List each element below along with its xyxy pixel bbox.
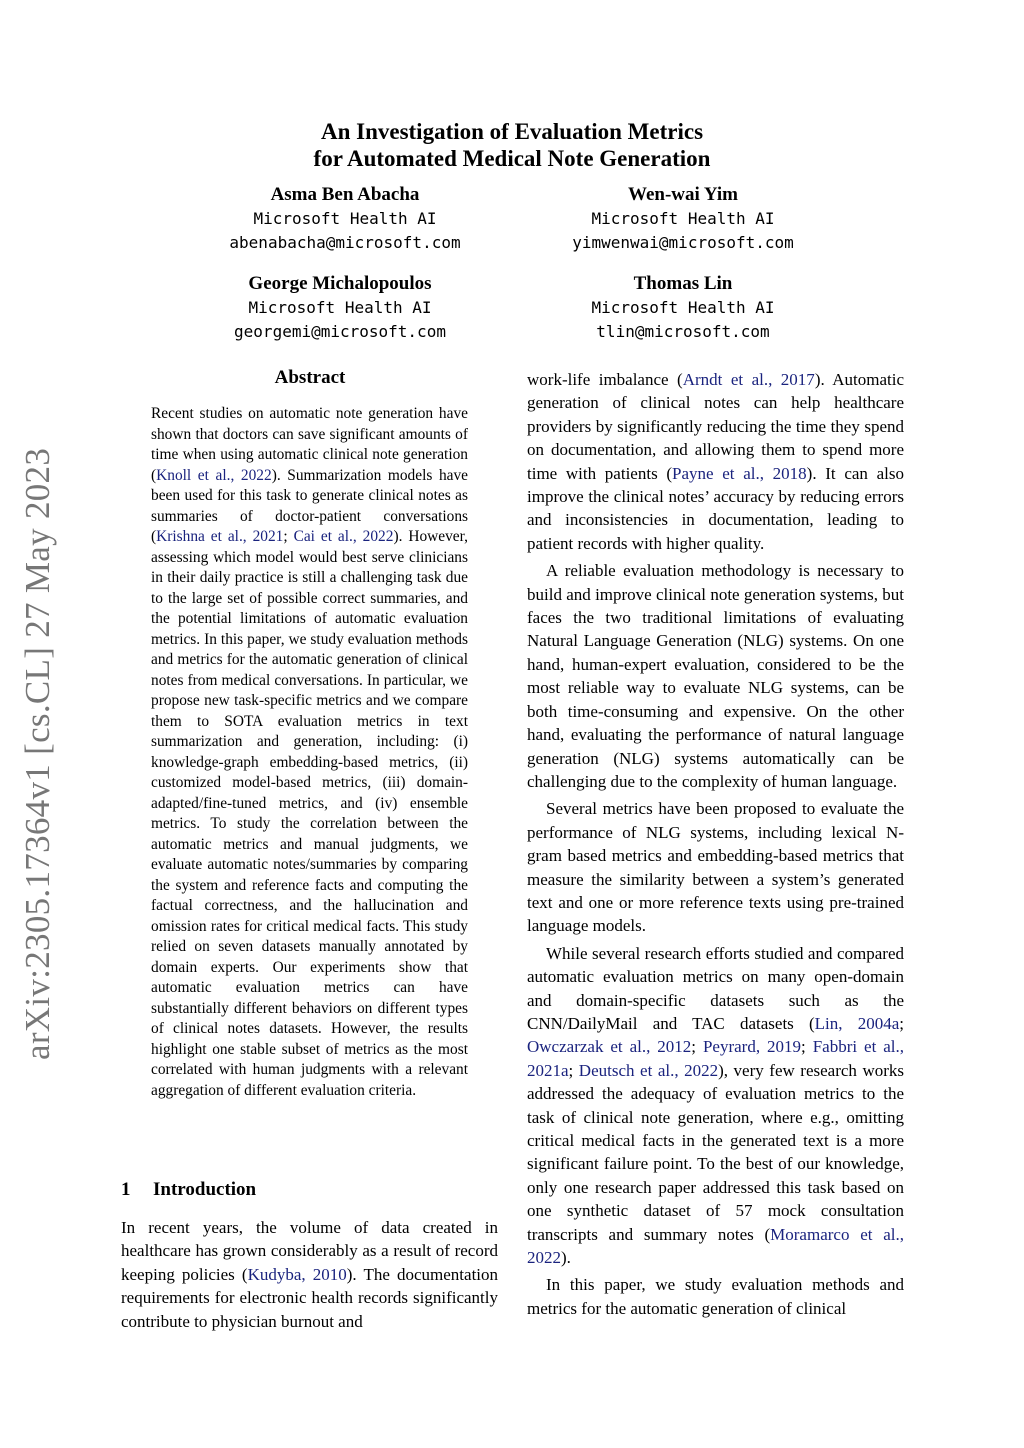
author-block-1 xyxy=(175,183,515,255)
section-title: Introduction xyxy=(153,1179,257,1200)
intro-text: In recent years, the volume of data created in healthcare has grown considerably as a result of record keeping policies ( xyxy=(121,1218,498,1284)
citation-link[interactable]: Lin, 2004a xyxy=(814,1013,900,1033)
author-affiliation: Microsoft Health AI xyxy=(248,298,432,317)
paper-title xyxy=(200,118,824,172)
section-heading xyxy=(121,1179,256,1201)
citation-link[interactable]: Fabbri et al., 2021a xyxy=(527,1037,904,1080)
paragraph-text: ). Automatic generation of clinical notes can help healthcare providers by significantly reducing the time they spend on documentation, and allowing them to spend more time with patients ( xyxy=(527,370,905,483)
paragraph-text: ). xyxy=(561,1248,571,1268)
paragraph xyxy=(527,368,904,555)
separator: ; xyxy=(899,1013,904,1033)
author-email[interactable]: abenabacha@microsoft.com xyxy=(229,233,461,252)
paragraph: In this paper, we study evaluation methods and metrics for the automatic generation of clinical xyxy=(527,1275,904,1318)
citation-link[interactable]: Kudyba, 2010 xyxy=(247,1264,347,1284)
author-block-2 xyxy=(513,183,853,255)
separator: ; xyxy=(691,1037,703,1057)
separator: ; xyxy=(568,1060,579,1080)
author-affiliation: Microsoft Health AI xyxy=(591,209,775,228)
right-column xyxy=(527,368,904,1324)
citation-link[interactable]: Owczarzak et al., 2012 xyxy=(527,1037,692,1057)
separator: ; xyxy=(801,1037,813,1057)
paragraph xyxy=(527,942,904,1270)
arxiv-identifier: arXiv:2305.17364v1 [cs.CL] 27 May 2023 xyxy=(18,447,57,1060)
author-email[interactable]: georgemi@microsoft.com xyxy=(234,322,446,341)
paragraph: Several metrics have been proposed to evaluate the performance of NLG systems, including lexical N-gram based metrics and embedding-based metrics that measure the similarity between a system’s generated text and one or more reference texts using pre-trained language models. xyxy=(527,799,904,936)
author-email[interactable]: tlin@microsoft.com xyxy=(596,322,770,341)
abstract-text: ; xyxy=(283,528,294,545)
author-affiliation: Microsoft Health AI xyxy=(591,298,775,317)
paragraph-text: ), very few research works addressed the adequacy of evaluation metrics to the task of clinical note generation, where e.g., omitting critical medical facts in the generated text is a more significant failure point. To the best of our knowledge, only one research paper addressed this task based on one synthetic dataset of 57 mock consultation transcripts and summary notes ( xyxy=(527,1060,904,1244)
author-email[interactable]: yimwenwai@microsoft.com xyxy=(572,233,794,252)
author-name: Wen-wai Yim xyxy=(628,184,738,205)
paragraph: A reliable evaluation methodology is necessary to build and improve clinical note generation systems, but faces the two traditional limitations of evaluating Natural Language Generation (NLG) systems. On one hand, human-expert evaluation, considered to be the most reliable way to evaluate NLG systems, can be both time-consuming and expensive. On the other hand, evaluating the performance of natural language generation (NLG) systems automatically can be challenging due to the complexity of human language. xyxy=(527,561,904,791)
intro-text: ). The documentation requirements for electronic health records significantly contribute to physician burnout and xyxy=(121,1264,499,1331)
paragraph-text: work-life imbalance ( xyxy=(527,370,683,389)
citation-link[interactable]: Payne et al., 2018 xyxy=(672,463,807,483)
title-line-1: An Investigation of Evaluation Metrics xyxy=(320,119,704,144)
abstract-heading: Abstract xyxy=(274,367,346,388)
paragraph-text: While several research efforts studied and compared automatic evaluation metrics on many open-domain and domain-specific datasets such as the CNN/DailyMail and TAC datasets ( xyxy=(527,943,904,1033)
author-name: Thomas Lin xyxy=(633,273,733,294)
author-name: Asma Ben Abacha xyxy=(270,184,420,205)
intro-paragraph xyxy=(121,1216,498,1333)
abstract-text: ). However, assessing which model would best serve clinicians in their daily practice is still a challenging task due to the large set of possible correct summaries, and the potential limitations of automatic evaluation metrics. In this paper, we study evaluation methods and metrics for the automatic generation of clinical notes from medical conversations. In particular, we propose new task-specific metrics and we compare them to SOTA evaluation metrics in text summarization and generation, including: (i) knowledge-graph embedding-based metrics, (ii) customized model-based metrics, (iii) domain-adapted/fine-tuned metrics, and (iv) ensemble metrics. To study the correlation between the automatic metrics and manual judgments, we evaluate automatic notes/summaries by comparing the system and reference facts and computing the factual correctness, and the hallucination and omission rates for critical medical facts. This study relied on seven datasets manually annotated by domain experts. Our experiments show that automatic evaluation metrics can have substantially different behaviors on different types of clinical notes datasets. However, the results highlight one stable subset of metrics as the most correlated with human judgments with a relevant aggregation of different evaluation criteria. xyxy=(151,528,468,1099)
abstract-text: Recent studies on automatic note generation have shown that doctors can save significant amounts of time when using automatic clinical note generation ( xyxy=(151,405,468,484)
citation-link[interactable]: Peyrard, 2019 xyxy=(702,1037,802,1057)
citation-link[interactable]: Moramarco et al., 2022 xyxy=(527,1224,904,1268)
abstract-text: ). Summarization models have been used for this task to generate clinical notes as summaries of doctor-patient conversations ( xyxy=(151,466,468,545)
citation-link[interactable]: Knoll et al., 2022 xyxy=(156,466,272,484)
paragraph-text: ). It can also improve the clinical notes’ accuracy by reducing errors and inconsistencies in documentation, leading to patient records with higher quality. xyxy=(527,463,904,553)
citation-link[interactable]: Deutsch et al., 2022 xyxy=(578,1060,719,1080)
author-block-4 xyxy=(513,272,853,344)
citation-link[interactable]: Arndt et al., 2017 xyxy=(682,370,815,389)
abstract-body xyxy=(151,404,468,1101)
author-block-3 xyxy=(170,272,510,344)
author-name: George Michalopoulos xyxy=(248,273,432,294)
section-number: 1 xyxy=(121,1179,131,1200)
citation-link[interactable]: Krishna et al., 2021 xyxy=(156,528,284,545)
citation-link[interactable]: Cai et al., 2022 xyxy=(293,528,394,545)
title-line-2: for Automated Medical Note Generation xyxy=(313,146,711,171)
author-affiliation: Microsoft Health AI xyxy=(253,209,437,228)
